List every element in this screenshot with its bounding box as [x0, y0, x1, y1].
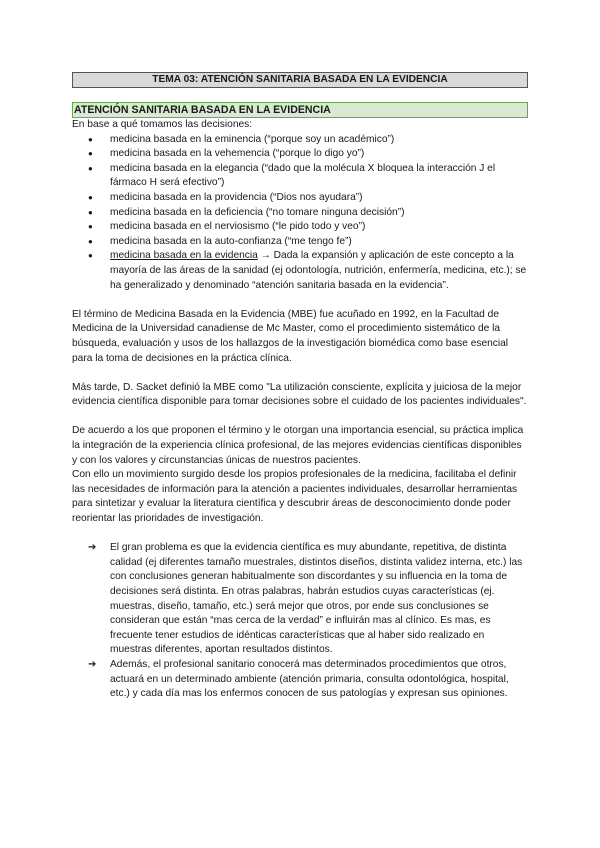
decision-bullet-list: [72, 133, 528, 294]
bullet-icon: ●: [88, 192, 93, 202]
intro-text: En base a qué tomamos las decisiones:: [72, 119, 253, 130]
paragraph-movement: Con ello un movimiento surgido desde los propios profesionales de la medicina, facilitaba el definir las necesidades de información para la atención a pacientes individuales, desarrollar herramientas para sintetizar y evaluar la literatura científica y descubrir áreas de desconocimiento donde poder reorientar las prioridades de investigación.: [72, 469, 518, 525]
list-item: ● medicina basada en la elegancia (“dado que la molécula X bloquea la interacción J el fármaco H será efectivo”): [88, 162, 496, 189]
list-item-evidence: ● medicina basada en la evidencia → Dada la expansión y aplicación de este concepto a la mayoría de las áreas de la sanidad (ej odontología, nutrición, enfermería, medicina, etc.); se ha generalizado y denominado “atención sanitaria basada en la evidencia”.: [88, 250, 527, 291]
underlined-term: medicina basada en la evidencia: [110, 250, 258, 262]
bullet-icon: ●: [88, 222, 93, 232]
list-item: ● medicina basada en la deficiencia (“no tomare ninguna decisión”): [72, 206, 528, 221]
arrow-icon: ➔: [88, 542, 97, 554]
paragraph-sacket-definition: Más tarde, D. Sacket definió la MBE como "La utilización consciente, explícita y juiciosa de la mejor evidencia científica disponible para tomar decisiones sobre el cuidado de los pacientes individuales".: [72, 381, 527, 408]
paragraph-practice: De acuerdo a los que proponen el término y le otorgan una importancia esencial, su práctica implica la integración de la experiencia clínica profesional, de las mejores evidencias científicas disponibles y con los valores y circunstancias únicas de nuestros pacientes.: [72, 425, 524, 466]
list-item: ● medicina basada en la auto-confianza (“me tengo fe”): [72, 235, 528, 250]
list-item: ● medicina basada en el nerviosismo (“le pido todo y veo”): [72, 220, 528, 235]
bullet-icon: ●: [88, 163, 93, 173]
document-page: [72, 72, 528, 702]
list-item: ● medicina basada en la vehemencia (“porque lo digo yo”): [72, 147, 528, 162]
list-item: ● medicina basada en la eminencia (“porque soy un académico”): [72, 133, 528, 148]
list-item: ● medicina basada en la providencia (“Dios nos ayudara”): [72, 191, 528, 206]
bullet-icon: ●: [88, 236, 93, 246]
list-item: ➔ Además, el profesional sanitario conocerá mas determinados procedimientos que otros, actuará en un determinado ambiente (atención primaria, consulta odontológica, hospital, etc.) y cada día mas los enfermos conocen de sus patologías y expresan sus opiniones.: [88, 658, 509, 700]
arrow-list: [72, 541, 528, 702]
bullet-icon: ●: [88, 134, 93, 144]
bullet-icon: ●: [88, 251, 93, 261]
section-heading: ATENCIÓN SANITARIA BASADA EN LA EVIDENCIA: [72, 102, 528, 118]
list-item: ➔ El gran problema es que la evidencia científica es muy abundante, repetitiva, de distinta calidad (ej diferentes tamaño muestrales, distintos diseños, distinta validez interna, etc.) las con conclusiones generan habitualmente son discordantes y su influencia en la toma de decisiones será distinta. En otras palabras, habrán estudios cuyas características (ej. muestras, diseño, tamaño, etc.) será mejor que otros, por ende sus conclusiones se consideran que están “mas cerca de la verdad” e influirán mas al clínico. Es mas, es frecuente tener estudios de idénticas características que al haber sido realizado en muestras diferentes, aportan resultados distintos.: [88, 542, 523, 656]
bullet-icon: ●: [88, 149, 93, 159]
paragraph-mbe-origin: El término de Medicina Basada en la Evidencia (MBE) fue acuñado en 1992, en la Facultad de Medicina de la Universidad canadiense de Mc Master, como el procedimiento sistemático de la búsqueda, evaluación y usos de los hallazgos de la investigación biomédica como base esencial para la toma de decisiones en la práctica clínica.: [72, 308, 509, 364]
arrow-icon: ➔: [88, 658, 97, 670]
page-title: TEMA 03: ATENCIÓN SANITARIA BASADA EN LA EVIDENCIA: [72, 72, 528, 88]
bullet-icon: ●: [88, 207, 93, 217]
